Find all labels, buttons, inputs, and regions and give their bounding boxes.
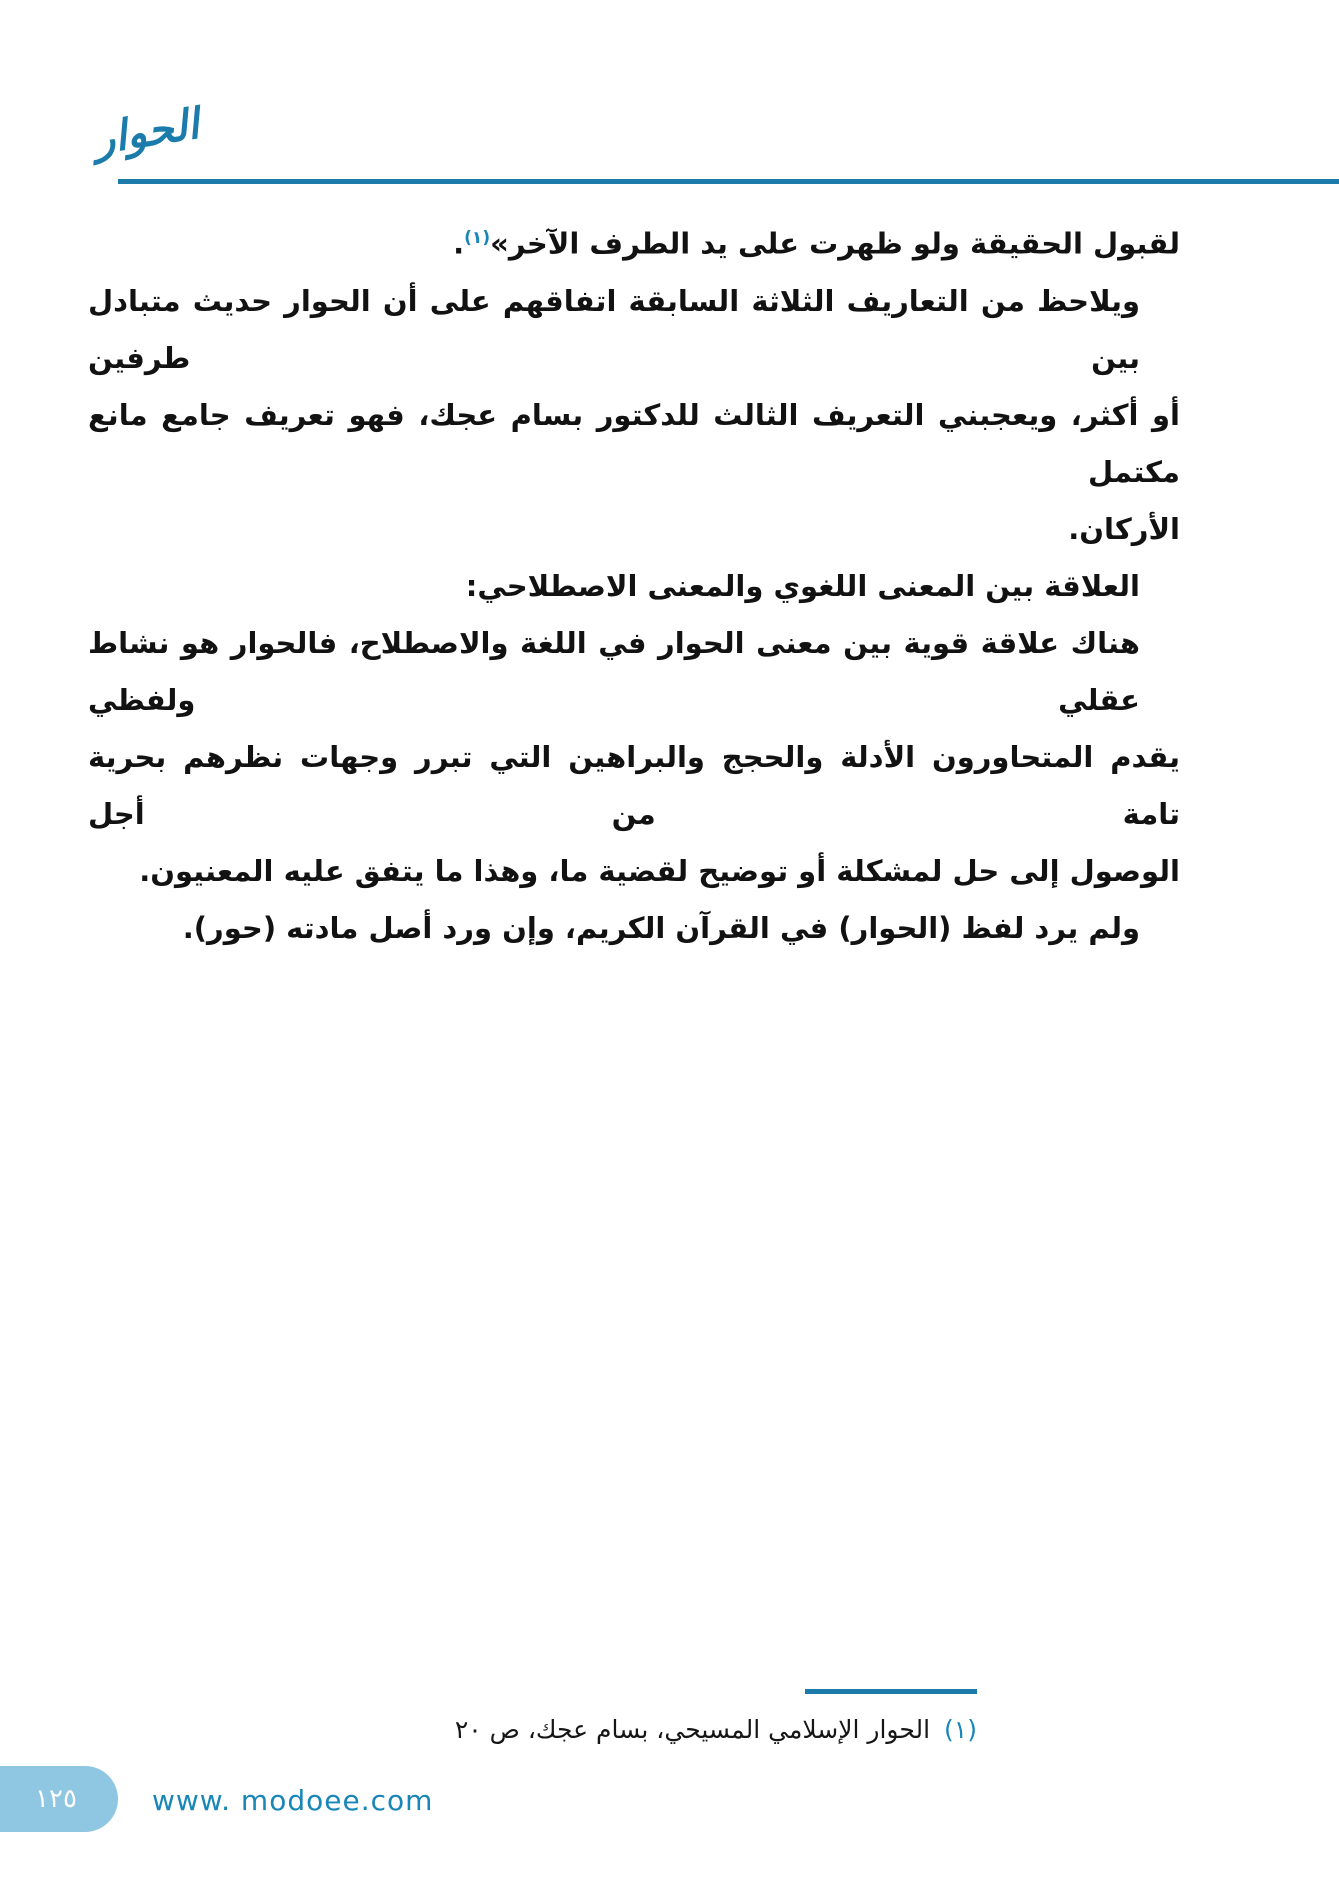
book-title-logo: الحوار	[90, 98, 203, 164]
sentence-period: .	[453, 226, 465, 261]
footnote-text: الحوار الإسلامي المسيحي، بسام عجك، ص ٢٠	[454, 1715, 931, 1744]
body-line: أو أكثر، ويعجبني التعريف الثالث للدكتور بسام عجك، فهو تعريف جامع مانع مكتمل	[88, 397, 1180, 489]
page-number-badge	[0, 1766, 118, 1832]
footnote-divider	[805, 1689, 977, 1694]
header-divider	[118, 179, 1339, 184]
body-line: يقدم المتحاورون الأدلة والحجج والبراهين التي تبرر وجهات نظرهم بحرية تامة من أجل	[88, 739, 1180, 831]
body-line	[88, 210, 1180, 273]
body-line: ويلاحظ من التعاريف الثلاثة السابقة اتفاقهم على أن الحوار حديث متبادل بين طرفين	[88, 283, 1140, 375]
website-link[interactable]: www. modoee.com	[152, 1784, 434, 1817]
section-heading-line: العلاقة بين المعنى اللغوي والمعنى الاصطلاحي:	[465, 568, 1140, 603]
page-number: ١٢٥	[35, 1784, 77, 1814]
footnote-reference-superscript: (١)	[464, 228, 491, 248]
quote-end-text: لقبول الحقيقة ولو ظهرت على يد الطرف الآخر»	[490, 226, 1180, 261]
footnote	[200, 1702, 977, 1758]
body-line: الوصول إلى حل لمشكلة أو توضيح لقضية ما، وهذا ما يتفق عليه المعنيون.	[139, 853, 1180, 888]
body-text-block	[88, 210, 1180, 957]
body-line: الأركان.	[1068, 511, 1180, 546]
body-line: ولم يرد لفظ (الحوار) في القرآن الكريم، وإن ورد أصل مادته (حور).	[182, 910, 1140, 945]
footnote-number: (١)	[944, 1715, 977, 1744]
body-line: هناك علاقة قوية بين معنى الحوار في اللغة والاصطلاح، فالحوار هو نشاط عقلي ولفظي	[88, 625, 1140, 717]
